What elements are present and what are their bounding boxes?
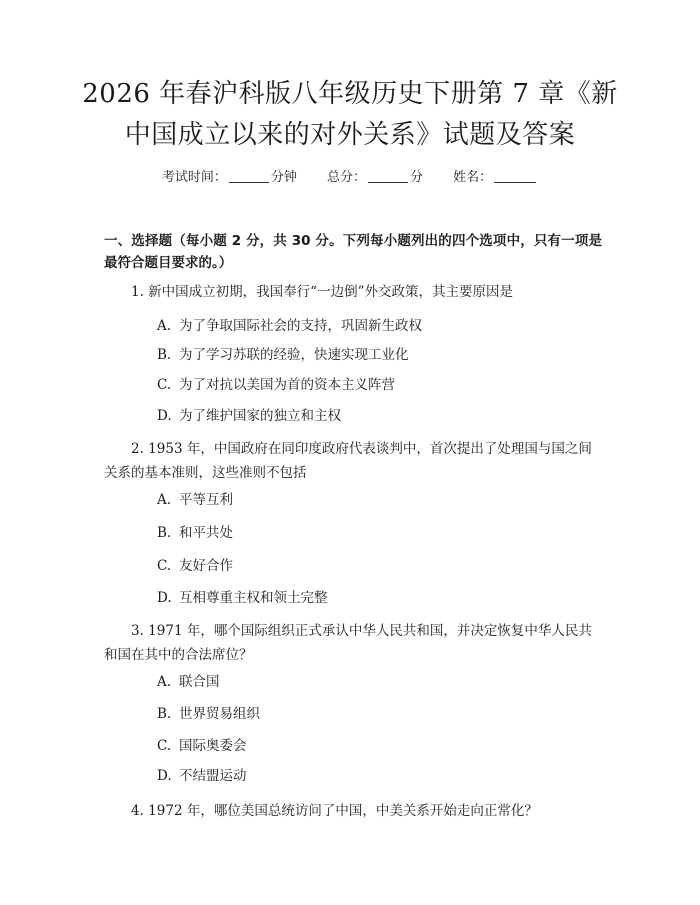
question-1-option-b (157, 345, 409, 365)
question-4-stem: 4. 1972 年，哪位美国总统访问了中国，中美关系开始走向正常化？ (131, 803, 538, 819)
exam-time-field (162, 168, 297, 188)
title-line-2: 中国成立以来的对外关系》试题及答案 (124, 120, 576, 150)
option-text: 联合国 (179, 674, 220, 690)
option-text: 为了争取国际社会的支持，巩固新生政权 (179, 318, 422, 334)
total-score-field (327, 168, 423, 188)
option-text: 互相尊重主权和领土完整 (179, 590, 328, 606)
total-score-blank (368, 168, 408, 183)
question-2-option-a (157, 490, 233, 510)
question-2-stem: 2. 1953 年，中国政府在同印度政府代表谈判中，首次提出了处理国与国之间关系的基本准则，这些准则不包括 (104, 441, 592, 481)
total-score-label: 总分： (326, 170, 366, 185)
exam-time-unit: 分钟 (270, 170, 297, 185)
option-text: 世界贸易组织 (179, 706, 260, 722)
option-letter: A. (157, 674, 172, 690)
option-text: 为了维护国家的独立和主权 (179, 408, 341, 424)
question-1-option-d (157, 406, 341, 426)
option-letter: C. (157, 377, 172, 393)
option-text: 为了学习苏联的经验，快速实现工业化 (179, 347, 409, 363)
option-text: 和平共处 (179, 525, 233, 541)
question-2-option-c (157, 556, 233, 576)
exam-time-label: 考试时间： (161, 170, 227, 185)
name-field (453, 168, 538, 188)
option-letter: C. (157, 558, 172, 574)
question-3-stem: 3. 1971 年，哪个国际组织正式承认中华人民共和国，并决定恢复中华人民共和国在其中的合法席位？ (104, 623, 592, 663)
question-2-option-d (157, 588, 328, 608)
option-letter: D. (157, 590, 172, 606)
exam-info-line (0, 168, 700, 188)
exam-time-blank (229, 168, 269, 183)
option-letter: D. (157, 768, 172, 784)
name-blank (494, 168, 536, 183)
option-text: 国际奥委会 (179, 738, 247, 754)
question-1-option-c (157, 375, 395, 395)
section-heading: 一、选择题（每小题 2 分，共 30 分。下列每小题列出的四个选项中，只有一项是最符合题目要求的。） (104, 233, 602, 271)
question-1-option-a (157, 316, 422, 336)
option-letter: A. (157, 492, 172, 508)
question-3-option-c (157, 736, 247, 756)
question-3-option-d (157, 766, 247, 786)
title-line-1: 2026 年春沪科版八年级历史下册第 7 章《新 (82, 79, 618, 109)
option-letter: C. (157, 738, 172, 754)
option-letter: D. (157, 408, 172, 424)
question-3-option-a (157, 672, 220, 692)
option-letter: B. (157, 347, 172, 363)
total-score-unit: 分 (410, 170, 424, 185)
option-text: 平等互利 (179, 492, 233, 508)
option-text: 友好合作 (179, 558, 233, 574)
option-text: 为了对抗以美国为首的资本主义阵营 (179, 377, 395, 393)
question-1-stem: 1. 新中国成立初期，我国奉行“一边倒”外交政策，其主要原因是 (131, 284, 513, 300)
option-letter: B. (157, 525, 172, 541)
option-letter: B. (157, 706, 172, 722)
question-2-option-b (157, 523, 233, 543)
option-letter: A. (157, 318, 172, 334)
question-3-option-b (157, 704, 260, 724)
document-title (60, 74, 640, 156)
name-label: 姓名： (453, 170, 493, 185)
option-text: 不结盟运动 (179, 768, 247, 784)
